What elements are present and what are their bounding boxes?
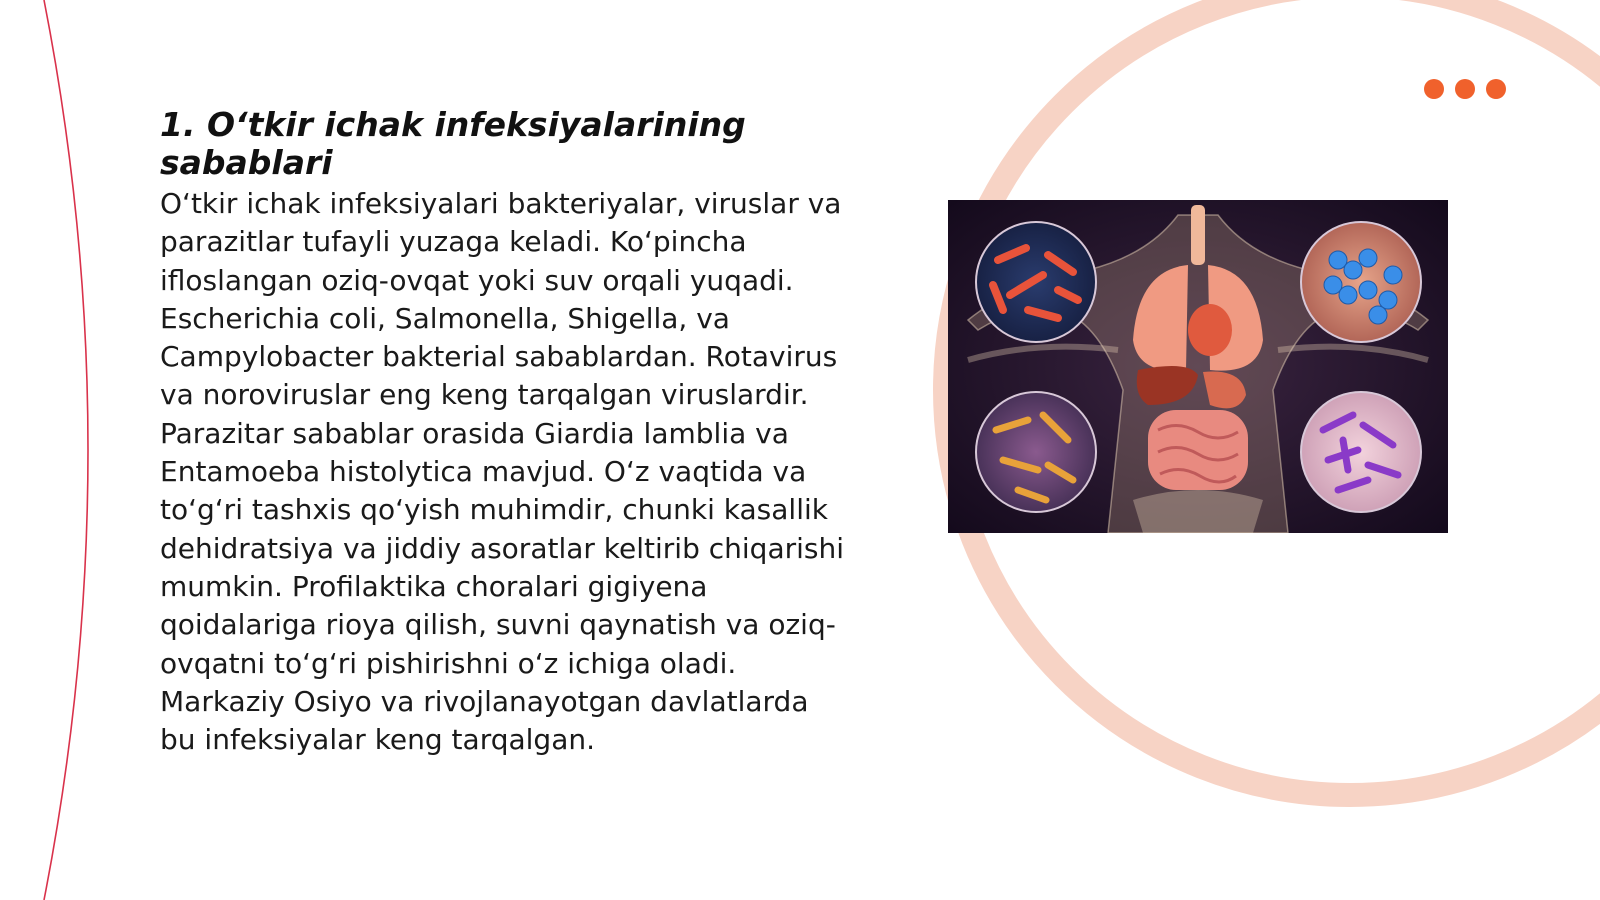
dot [1455,79,1475,99]
dot [1424,79,1444,99]
intestinal-infection-illustration [948,200,1448,533]
left-accent-line [44,0,88,900]
dot [1486,79,1506,99]
slide-body-text: O‘tkir ichak infeksiyalari bakteriyalar, viruslar va parazitlar tufayli yuzaga keladi. Ko‘pincha ifloslangan oziq-ovqat yoki suv orqali yuqadi. Escherichia coli, Salmonella, Shigella, va Campylobacter bakterial sabablardan. Rotavirus va noroviruslar eng keng tarqalgan viruslardir. Parazitar sabablar orasida Giardia lamblia va Entamoeba histolytica mavjud. O‘z vaqtida va to‘g‘ri tashxis qo‘yish muhimdir, chunki kasallik dehidratsiya va jiddiy asoratlar keltirib chiqarishi mumkin. Profilaktika choralari gigiyena qoidalariga rioya qilish, suvni qaynatish va oziq-ovqatni to‘g‘ri pishirishni o‘z ichiga oladi. Markaziy Osiyo va rivojlanayotgan davlatlarda bu infeksiyalar keng tarqalgan. [160,187,845,757]
three-dots-icon[interactable] [1424,79,1506,99]
slide-title: 1. O‘tkir ichak infeksiyalarining sabablari [160,105,746,182]
